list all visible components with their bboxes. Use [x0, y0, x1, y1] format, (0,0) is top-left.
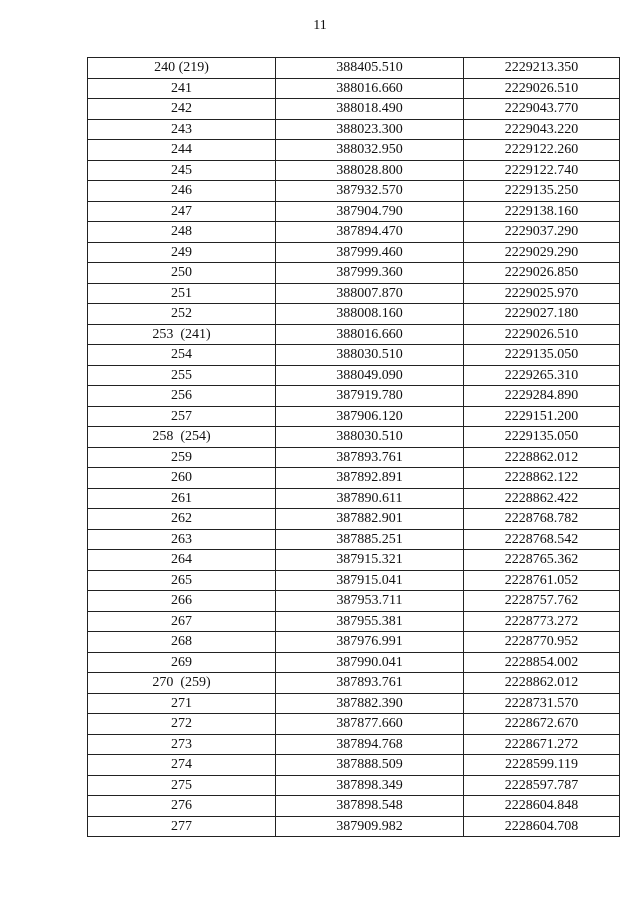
- point-number-cell: 246: [88, 181, 276, 202]
- point-number-cell: 261: [88, 488, 276, 509]
- x-coordinate-cell: 387893.761: [276, 673, 464, 694]
- table-row: [88, 58, 620, 79]
- table-row: [88, 181, 620, 202]
- table-row: [88, 160, 620, 181]
- table-row: [88, 119, 620, 140]
- table-row: [88, 529, 620, 550]
- point-number-cell: 254: [88, 345, 276, 366]
- x-coordinate-cell: 387990.041: [276, 652, 464, 673]
- y-coordinate-cell: 2229135.250: [464, 181, 620, 202]
- x-coordinate-cell: 387893.761: [276, 447, 464, 468]
- table-row: [88, 714, 620, 735]
- table-row: [88, 283, 620, 304]
- table-row: [88, 345, 620, 366]
- y-coordinate-cell: 2229284.890: [464, 386, 620, 407]
- table-row: [88, 652, 620, 673]
- point-number-cell: 240 (219): [88, 58, 276, 79]
- point-number-cell: 271: [88, 693, 276, 714]
- point-number-cell: 257: [88, 406, 276, 427]
- y-coordinate-cell: 2228862.012: [464, 673, 620, 694]
- table-row: [88, 796, 620, 817]
- y-coordinate-cell: 2229026.510: [464, 78, 620, 99]
- y-coordinate-cell: 2228765.362: [464, 550, 620, 571]
- table-row: [88, 673, 620, 694]
- y-coordinate-cell: 2228768.782: [464, 509, 620, 530]
- y-coordinate-cell: 2228768.542: [464, 529, 620, 550]
- coordinates-table: [87, 57, 620, 837]
- point-number-cell: 256: [88, 386, 276, 407]
- x-coordinate-cell: 388032.950: [276, 140, 464, 161]
- y-coordinate-cell: 2228671.272: [464, 734, 620, 755]
- x-coordinate-cell: 387885.251: [276, 529, 464, 550]
- table-row: [88, 468, 620, 489]
- point-number-cell: 273: [88, 734, 276, 755]
- x-coordinate-cell: 387915.321: [276, 550, 464, 571]
- y-coordinate-cell: 2229265.310: [464, 365, 620, 386]
- table-row: [88, 570, 620, 591]
- table-row: [88, 632, 620, 653]
- point-number-cell: 259: [88, 447, 276, 468]
- y-coordinate-cell: 2228599.119: [464, 755, 620, 776]
- x-coordinate-cell: 388007.870: [276, 283, 464, 304]
- point-number-cell: 253 (241): [88, 324, 276, 345]
- table-row: [88, 775, 620, 796]
- point-number-cell: 268: [88, 632, 276, 653]
- point-number-cell: 276: [88, 796, 276, 817]
- y-coordinate-cell: 2229135.050: [464, 427, 620, 448]
- x-coordinate-cell: 387976.991: [276, 632, 464, 653]
- x-coordinate-cell: 388023.300: [276, 119, 464, 140]
- y-coordinate-cell: 2229043.220: [464, 119, 620, 140]
- x-coordinate-cell: 388049.090: [276, 365, 464, 386]
- point-number-cell: 265: [88, 570, 276, 591]
- point-number-cell: 255: [88, 365, 276, 386]
- y-coordinate-cell: 2228757.762: [464, 591, 620, 612]
- y-coordinate-cell: 2229122.260: [464, 140, 620, 161]
- point-number-cell: 264: [88, 550, 276, 571]
- x-coordinate-cell: 387919.780: [276, 386, 464, 407]
- x-coordinate-cell: 387955.381: [276, 611, 464, 632]
- y-coordinate-cell: 2228604.708: [464, 816, 620, 837]
- y-coordinate-cell: 2229026.510: [464, 324, 620, 345]
- table-row: [88, 99, 620, 120]
- y-coordinate-cell: 2228854.002: [464, 652, 620, 673]
- y-coordinate-cell: 2228862.122: [464, 468, 620, 489]
- y-coordinate-cell: 2228604.848: [464, 796, 620, 817]
- x-coordinate-cell: 387909.982: [276, 816, 464, 837]
- x-coordinate-cell: 388016.660: [276, 324, 464, 345]
- table-row: [88, 386, 620, 407]
- page-number: 11: [313, 18, 327, 33]
- table-row: [88, 693, 620, 714]
- x-coordinate-cell: 387877.660: [276, 714, 464, 735]
- x-coordinate-cell: 388030.510: [276, 345, 464, 366]
- point-number-cell: 262: [88, 509, 276, 530]
- point-number-cell: 274: [88, 755, 276, 776]
- table-row: [88, 406, 620, 427]
- y-coordinate-cell: 2229151.200: [464, 406, 620, 427]
- y-coordinate-cell: 2229043.770: [464, 99, 620, 120]
- y-coordinate-cell: 2229213.350: [464, 58, 620, 79]
- table-row: [88, 324, 620, 345]
- y-coordinate-cell: 2228731.570: [464, 693, 620, 714]
- table-row: [88, 816, 620, 837]
- point-number-cell: 244: [88, 140, 276, 161]
- point-number-cell: 258 (254): [88, 427, 276, 448]
- x-coordinate-cell: 387898.548: [276, 796, 464, 817]
- point-number-cell: 250: [88, 263, 276, 284]
- x-coordinate-cell: 387904.790: [276, 201, 464, 222]
- y-coordinate-cell: 2228773.272: [464, 611, 620, 632]
- point-number-cell: 260: [88, 468, 276, 489]
- x-coordinate-cell: 387999.360: [276, 263, 464, 284]
- point-number-cell: 263: [88, 529, 276, 550]
- x-coordinate-cell: 387890.611: [276, 488, 464, 509]
- x-coordinate-cell: 387915.041: [276, 570, 464, 591]
- table-row: [88, 509, 620, 530]
- y-coordinate-cell: 2229025.970: [464, 283, 620, 304]
- x-coordinate-cell: 387894.768: [276, 734, 464, 755]
- x-coordinate-cell: 387999.460: [276, 242, 464, 263]
- table-row: [88, 591, 620, 612]
- coordinates-table-body: [88, 58, 620, 837]
- point-number-cell: 269: [88, 652, 276, 673]
- y-coordinate-cell: 2228761.052: [464, 570, 620, 591]
- y-coordinate-cell: 2228770.952: [464, 632, 620, 653]
- y-coordinate-cell: 2229138.160: [464, 201, 620, 222]
- table-row: [88, 304, 620, 325]
- x-coordinate-cell: 387892.891: [276, 468, 464, 489]
- table-row: [88, 447, 620, 468]
- point-number-cell: 277: [88, 816, 276, 837]
- y-coordinate-cell: 2229026.850: [464, 263, 620, 284]
- x-coordinate-cell: 387898.349: [276, 775, 464, 796]
- x-coordinate-cell: 388030.510: [276, 427, 464, 448]
- point-number-cell: 248: [88, 222, 276, 243]
- point-number-cell: 266: [88, 591, 276, 612]
- x-coordinate-cell: 387888.509: [276, 755, 464, 776]
- x-coordinate-cell: 388405.510: [276, 58, 464, 79]
- point-number-cell: 272: [88, 714, 276, 735]
- x-coordinate-cell: 387953.711: [276, 591, 464, 612]
- table-row: [88, 734, 620, 755]
- x-coordinate-cell: 387882.390: [276, 693, 464, 714]
- table-row: [88, 488, 620, 509]
- table-row: [88, 365, 620, 386]
- point-number-cell: 270 (259): [88, 673, 276, 694]
- point-number-cell: 243: [88, 119, 276, 140]
- table-row: [88, 263, 620, 284]
- x-coordinate-cell: 388018.490: [276, 99, 464, 120]
- x-coordinate-cell: 388008.160: [276, 304, 464, 325]
- point-number-cell: 241: [88, 78, 276, 99]
- x-coordinate-cell: 387894.470: [276, 222, 464, 243]
- table-row: [88, 550, 620, 571]
- table-row: [88, 427, 620, 448]
- point-number-cell: 249: [88, 242, 276, 263]
- table-row: [88, 78, 620, 99]
- y-coordinate-cell: 2229037.290: [464, 222, 620, 243]
- y-coordinate-cell: 2228862.422: [464, 488, 620, 509]
- point-number-cell: 275: [88, 775, 276, 796]
- y-coordinate-cell: 2229029.290: [464, 242, 620, 263]
- table-row: [88, 140, 620, 161]
- point-number-cell: 242: [88, 99, 276, 120]
- y-coordinate-cell: 2228672.670: [464, 714, 620, 735]
- table-row: [88, 201, 620, 222]
- x-coordinate-cell: 387932.570: [276, 181, 464, 202]
- table-row: [88, 755, 620, 776]
- table-row: [88, 222, 620, 243]
- x-coordinate-cell: 387882.901: [276, 509, 464, 530]
- y-coordinate-cell: 2229122.740: [464, 160, 620, 181]
- table-row: [88, 242, 620, 263]
- y-coordinate-cell: 2229027.180: [464, 304, 620, 325]
- y-coordinate-cell: 2228862.012: [464, 447, 620, 468]
- point-number-cell: 252: [88, 304, 276, 325]
- x-coordinate-cell: 388016.660: [276, 78, 464, 99]
- point-number-cell: 251: [88, 283, 276, 304]
- point-number-cell: 247: [88, 201, 276, 222]
- y-coordinate-cell: 2228597.787: [464, 775, 620, 796]
- table-row: [88, 611, 620, 632]
- x-coordinate-cell: 388028.800: [276, 160, 464, 181]
- point-number-cell: 245: [88, 160, 276, 181]
- x-coordinate-cell: 387906.120: [276, 406, 464, 427]
- y-coordinate-cell: 2229135.050: [464, 345, 620, 366]
- point-number-cell: 267: [88, 611, 276, 632]
